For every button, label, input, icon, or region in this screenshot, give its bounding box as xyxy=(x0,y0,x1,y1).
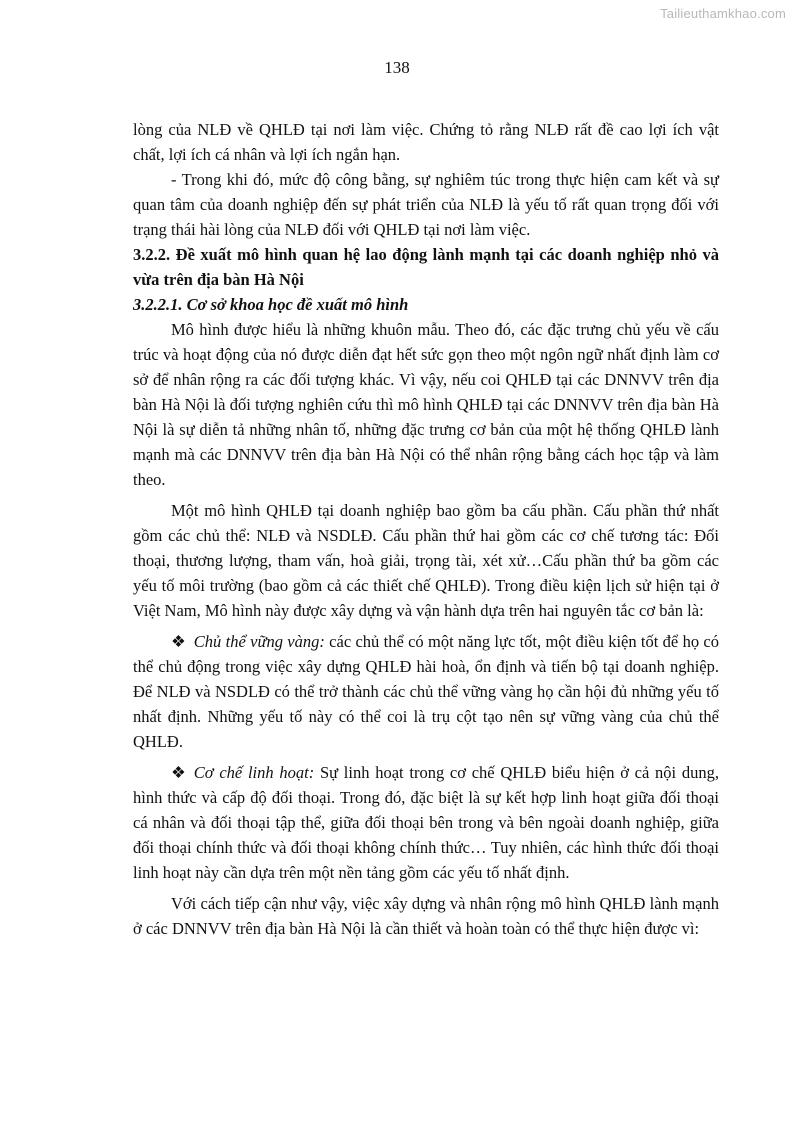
bullet-item-flexible-mechanism xyxy=(133,760,719,885)
section-heading: 3.2.2. Đề xuất mô hình quan hệ lao động lành mạnh tại các doanh nghiệp nhỏ và vừa trên địa bàn Hà Nội xyxy=(133,245,719,289)
paragraph-dash-item: - Trong khi đó, mức độ công bằng, sự nghiêm túc trong thực hiện cam kết và sự quan tâm của doanh nghiệp đến sự phát triển của NLĐ là yếu tố rất quan trọng đối với trạng thái hài lòng của NLĐ đối với QHLĐ tại nơi làm việc. xyxy=(133,170,719,239)
document-body xyxy=(133,117,719,941)
diamond-bullet-icon: ❖ xyxy=(171,632,186,651)
bullet-label: Chủ thể vững vàng: xyxy=(193,632,325,651)
bullet-text: Sự linh hoạt trong cơ chế QHLĐ biểu hiện ở cả nội dung, hình thức và cấp độ đối thoại. Trong đó, đặc biệt là sự kết hợp linh hoạt giữa đối thoại cá nhân và đối thoại tập thể, giữa đối thoại bên trong và bên ngoài doanh nghiệp, giữa đối thoại chính thức và đối thoại không chính thức… Tuy nhiên, các hình thức đối thoại linh hoạt này cần dựa trên một nền tảng gồm các yếu tố nhất định. xyxy=(133,763,719,882)
bullet-label: Cơ chế linh hoạt: xyxy=(193,763,315,782)
bullet-text: các chủ thể có một năng lực tốt, một điều kiện tốt để họ có thể chủ động trong việc xây dựng QHLĐ hài hoà, ổn định và tiến bộ tại doanh nghiệp. Để NLĐ và NSDLĐ có thể trở thành các chủ thể vững vàng họ cần hội đủ những yếu tố nhất định. Những yếu tố này có thể coi là trụ cột tạo nên sự vững vàng của chủ thể QHLĐ. xyxy=(133,632,719,751)
paragraph-model-definition: Mô hình được hiểu là những khuôn mẫu. Theo đó, các đặc trưng chủ yếu về cấu trúc và hoạt động của nó được diễn đạt hết sức gọn theo một ngôn ngữ nhất định làm cơ sở để nhân rộng ra các đối tượng khác. Vì vậy, nếu coi QHLĐ tại các DNNVV trên địa bàn Hà Nội là đối tượng nghiên cứu thì mô hình QHLĐ tại các DNNVV trên địa bàn Hà Nội là sự diễn tả những nhân tố, những đặc trưng cơ bản của một hệ thống QHLĐ lành mạnh mà các DNNVV trên địa bàn Hà Nội có thể nhân rộng bằng cách học tập và làm theo. xyxy=(133,320,719,489)
paragraph-continued: lòng của NLĐ về QHLĐ tại nơi làm việc. Chứng tỏ rằng NLĐ rất đề cao lợi ích vật chất, lợi ích cá nhân và lợi ích ngắn hạn. xyxy=(133,120,719,164)
bullet-item-stable-actors xyxy=(133,629,719,754)
diamond-bullet-icon: ❖ xyxy=(171,763,186,782)
paragraph-model-components: Một mô hình QHLĐ tại doanh nghiệp bao gồm ba cấu phần. Cấu phần thứ nhất gồm các chủ thể: NLĐ và NSDLĐ. Cấu phần thứ hai gồm các cơ chế tương tác: Đối thoại, thương lượng, tham vấn, hoà giải, trọng tài, xét xử…Cấu phần thứ ba gồm các yếu tố môi trường (bao gồm cả các thiết chế QHLĐ). Trong điều kiện lịch sử hiện tại ở Việt Nam, Mô hình này được xây dựng và vận hành dựa trên hai nguyên tắc cơ bản là: xyxy=(133,501,719,620)
watermark-text: Tailieuthamkhao.com xyxy=(660,6,786,21)
page-number: 138 xyxy=(384,58,410,77)
paragraph-approach: Với cách tiếp cận như vậy, việc xây dựng và nhân rộng mô hình QHLĐ lành mạnh ở các DNNVV trên địa bàn Hà Nội là cần thiết và hoàn toàn có thể thực hiện được vì: xyxy=(133,894,719,938)
subsection-heading: 3.2.2.1. Cơ sở khoa học đề xuất mô hình xyxy=(133,295,409,314)
